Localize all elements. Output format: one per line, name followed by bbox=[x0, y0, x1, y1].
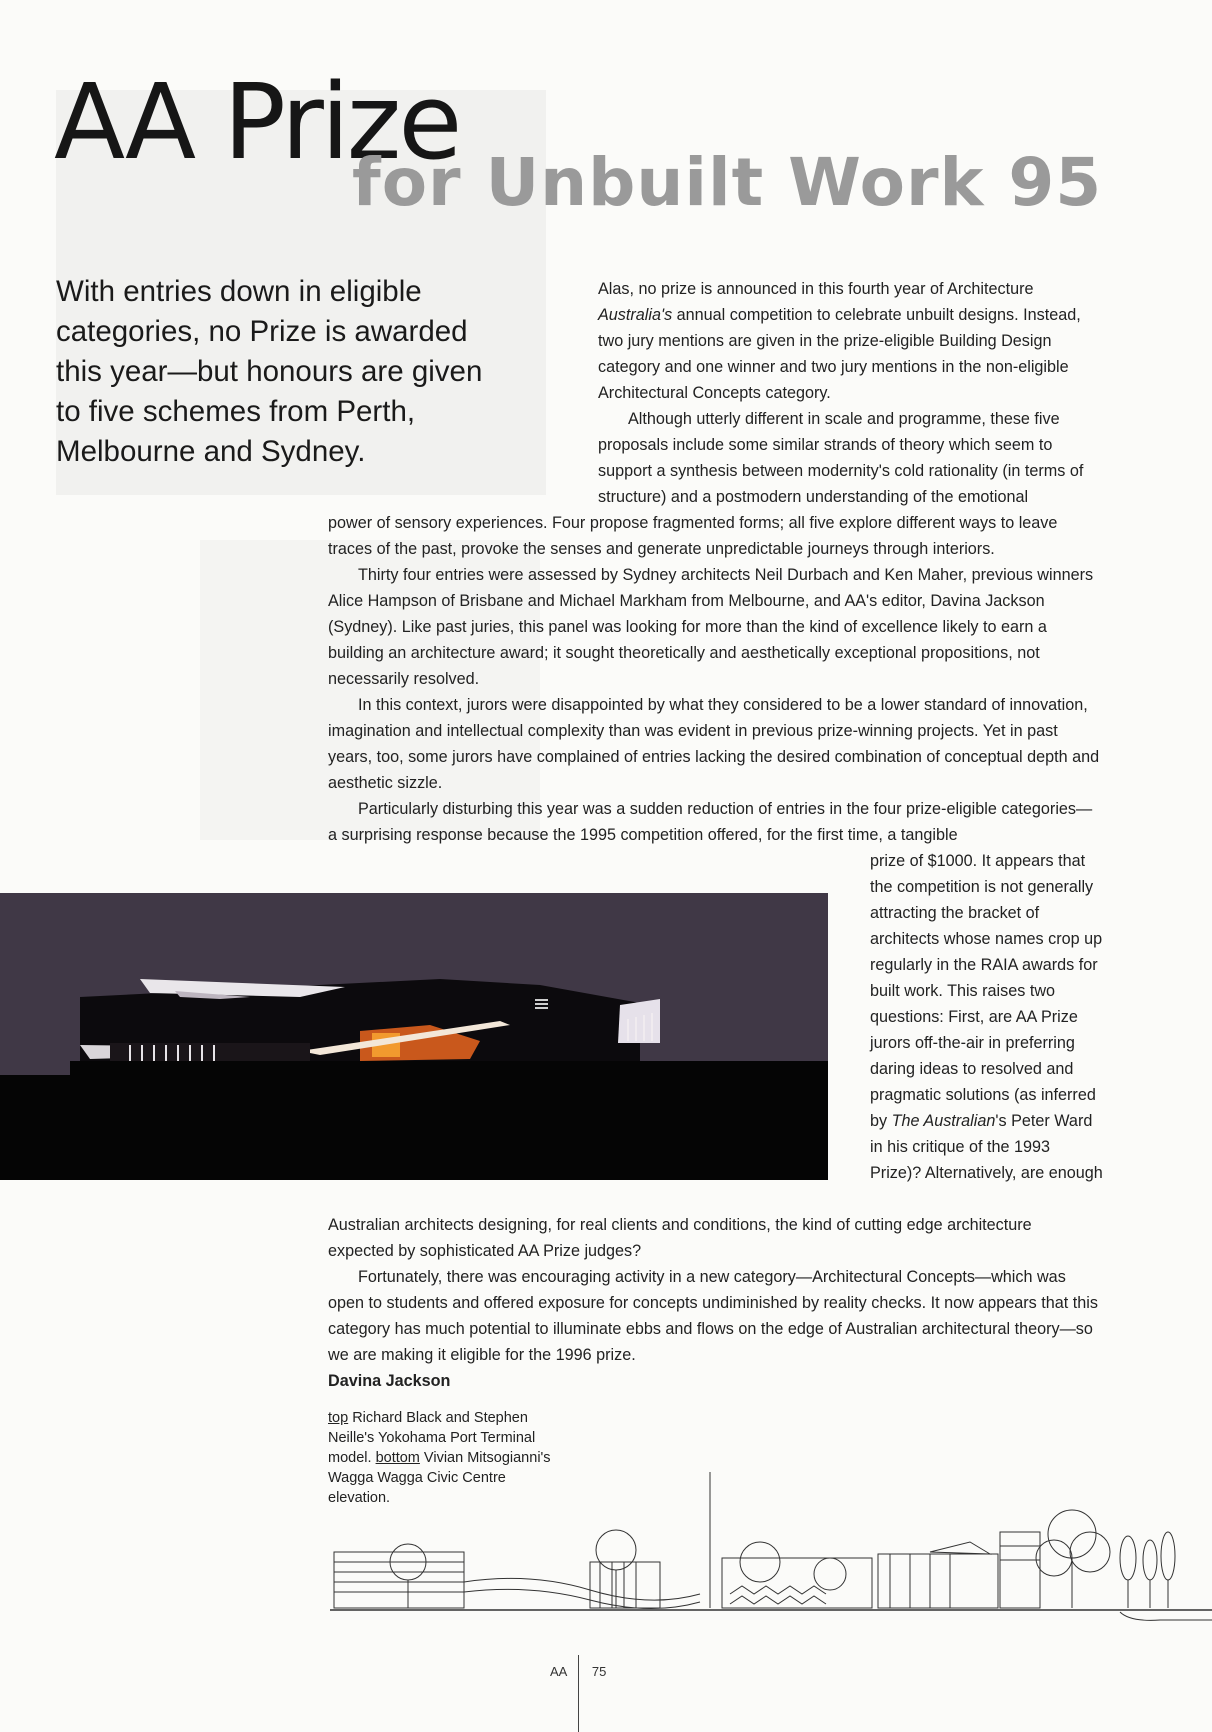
magazine-name: Australia's bbox=[598, 306, 673, 324]
page-subtitle: for Unbuilt Work 95 bbox=[352, 144, 1103, 221]
standfirst: With entries down in eligible categories, no Prize is awarded this year—but honours are given to five schemes from Perth, Melbourne and Sydney. bbox=[56, 275, 483, 468]
newspaper-name: The Australian bbox=[891, 1112, 996, 1130]
paragraph-1-rest: annual competition to celebrate unbuilt designs. Instead, two jury mentions are given in the prize-eligible Building Design category and one winner and two jury mentions in the non-eligible Architectural Concepts category. bbox=[598, 306, 1081, 402]
paragraph-1 bbox=[598, 276, 1098, 406]
terminal-model-image bbox=[0, 893, 828, 1180]
body-column-continued bbox=[328, 1212, 1100, 1394]
paragraph-5-mid-a: prize of $1000. It appears that the competition is not generally attracting the bracket of architects whose names crop up regularly in the RAIA awards for built work. This raises two questions: First, are AA Prize jurors off-the-air in preferring daring ideas to resolved and pragmatic solutions (as inferred by bbox=[870, 852, 1103, 1130]
caption-bottom-label: bottom bbox=[375, 1450, 420, 1466]
intro-column bbox=[598, 276, 1098, 510]
body-column bbox=[328, 510, 1100, 848]
paragraph-6: Fortunately, there was encouraging activity in a new category—Architectural Concepts—which was open to students and offered exposure for concepts undiminished by reality checks. It now appears that this category has much potential to illuminate ebbs and flows on the edge of Australian architectural theory—so we are making it eligible for the 1996 prize. bbox=[328, 1268, 1098, 1364]
yokohama-model-photo bbox=[0, 893, 828, 1180]
caption-top-label: top bbox=[328, 1410, 349, 1426]
civic-centre-elevation bbox=[330, 1462, 1212, 1622]
paragraph-2-tail: power of sensory experiences. Four propose fragmented forms; all five explore different ways to leave traces of the past, provoke the senses and generate unpredictable journeys through interiors. bbox=[328, 514, 1058, 558]
page-number: 75 bbox=[591, 1664, 607, 1679]
paragraph-5-tail: Australian architects designing, for real clients and conditions, the kind of cutting edge architecture expected by sophisticated AA Prize judges? bbox=[328, 1216, 1032, 1260]
page-title: AA Prize bbox=[54, 61, 460, 183]
folio bbox=[550, 1664, 670, 1679]
paragraph-4: In this context, jurors were disappointed by what they considered to be a lower standard of innovation, imagination and intellectual complexity than was evident in previous prize-winning projects. Yet in past years, too, some jurors have complained of entries lacking the desired combination of conceptual depth and aesthetic sizzle. bbox=[328, 696, 1100, 792]
paragraph-1-lead: Alas, no prize is announced in this fourth year of Architecture bbox=[598, 280, 1034, 298]
paragraph-2-head: Although utterly different in scale and programme, these five proposals include some similar strands of theory which seem to support a synthesis between modernity's cold rationality (in terms of structure) and a postmodern understanding of the emotional bbox=[598, 410, 1084, 506]
caption-bottom-text: Vivian Mitsogianni's Wagga Wagga Civic Centre elevation. bbox=[328, 1450, 551, 1506]
paragraph-5-mid bbox=[870, 848, 1105, 1186]
byline: Davina Jackson bbox=[328, 1372, 451, 1390]
caption-top-text: Richard Black and Stephen Neille's Yokohama Port Terminal model. bbox=[328, 1410, 536, 1466]
paragraph-3: Thirty four entries were assessed by Sydney architects Neil Durbach and Ken Maher, previous winners Alice Hampson of Brisbane and Michael Markham from Melbourne, and AA's editor, Davina Jackson (Sydney). Like past juries, this panel was looking for more than the kind of excellence likely to earn a building an architecture award; it sought theoretically and aesthetically exceptional propositions, not necessarily resolved. bbox=[328, 566, 1094, 688]
paragraph-5-head: Particularly disturbing this year was a sudden reduction of entries in the four prize-eligible categories—a surprising response because the 1995 competition offered, for the first time, a tangible bbox=[328, 800, 1093, 844]
paragraph-5-mid-b: 's Peter Ward in his critique of the 1993 Prize)? Alternatively, are enough bbox=[870, 1112, 1103, 1182]
folio-magazine: AA bbox=[550, 1664, 567, 1679]
narrow-column bbox=[870, 848, 1105, 1186]
